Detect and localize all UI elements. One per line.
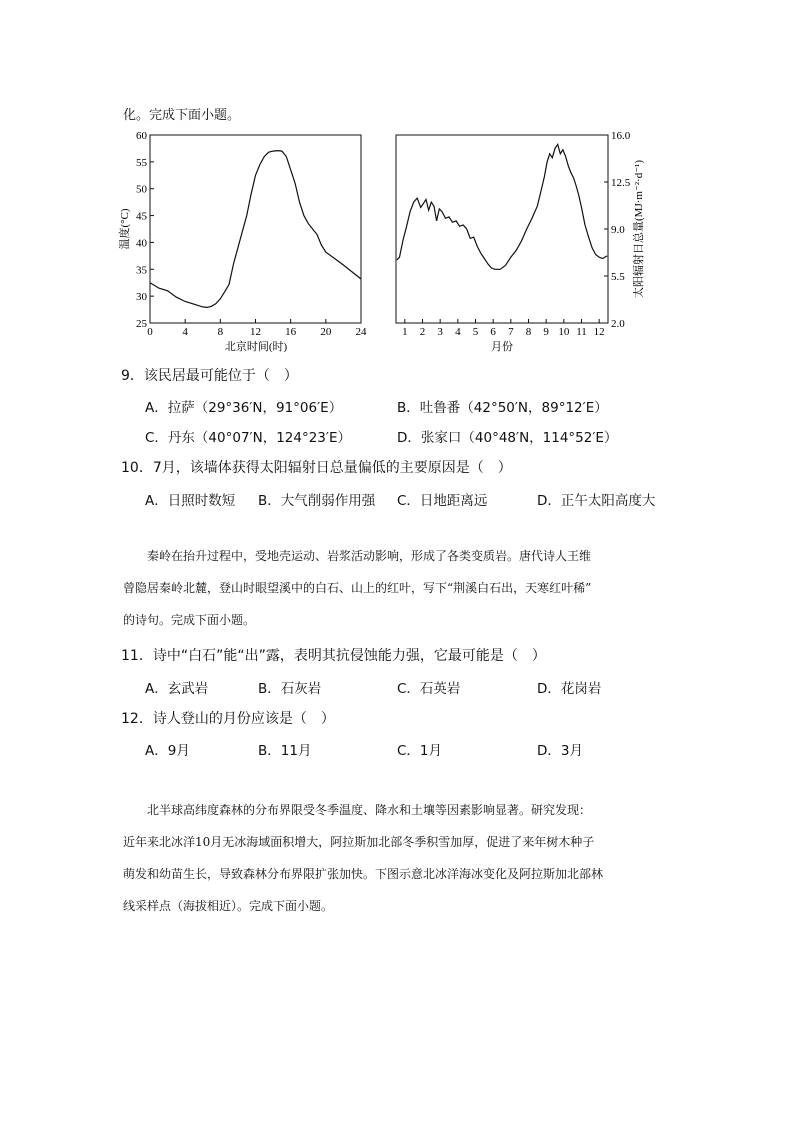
q9-option-c[interactable]: C．丹东（40°07′N，124°23′E） xyxy=(145,430,351,446)
q12-option-b[interactable]: B．11月 xyxy=(258,743,312,759)
y-tick-label: 60 xyxy=(136,130,147,142)
question-9: 9．该民居最可能位于（ ） xyxy=(121,368,298,384)
x-tick-label: 6 xyxy=(490,326,496,338)
passage-qinling-line: 秦岭在抬升过程中，受地壳运动、岩浆活动影响，形成了各类变质岩。唐代诗人王维 xyxy=(147,549,592,563)
y-tick-label: 30 xyxy=(136,291,147,304)
passage-qinling-line: 曾隐居秦岭北麓，登山时眼望溪中的白石、山上的红叶，写下“荆溪白石出，天寒红叶稀” xyxy=(123,581,592,595)
y-tick-label: 9.0 xyxy=(611,224,625,236)
q12-option-c[interactable]: C．1月 xyxy=(397,743,443,759)
x-tick-label: 2 xyxy=(419,326,426,338)
x-tick-label: 16 xyxy=(285,326,297,338)
x-tick-label: 5 xyxy=(472,326,479,338)
y-tick-label: 45 xyxy=(136,210,147,223)
y-tick-label: 35 xyxy=(136,264,147,277)
x-tick-label: 24 xyxy=(355,326,367,338)
x-tick-label: 12 xyxy=(593,326,605,338)
q10-option-c[interactable]: C．日地距离远 xyxy=(397,493,488,509)
x-tick-label: 8 xyxy=(525,326,532,338)
q12-option-d[interactable]: D．3月 xyxy=(537,743,583,759)
q11-option-b[interactable]: B．石灰岩 xyxy=(258,681,322,697)
passage-arctic-line: 近年来北冰洋10月无冰海域面积增大，阿拉斯加北部冬季积雪加厚，促进了来年树木种子 xyxy=(123,835,595,849)
q10-option-d[interactable]: D．正午太阳高度大 xyxy=(537,493,656,509)
x-tick-label: 10 xyxy=(558,326,570,338)
q10-option-b[interactable]: B．大气削弱作用强 xyxy=(258,493,376,509)
chart-temperature xyxy=(110,128,372,356)
q9-option-d[interactable]: D．张家口（40°48′N，114°52′E） xyxy=(397,430,618,446)
radiation-ylabel: 太阳辐射日总量(MJ·m⁻²·d⁻¹) xyxy=(633,160,645,298)
passage-arctic-line: 北半球高纬度森林的分布界限受冬季温度、降水和土壤等因素影响显著。研究发现： xyxy=(147,803,592,817)
x-tick-label: 3 xyxy=(437,326,443,338)
x-tick-label: 1 xyxy=(402,326,408,338)
x-tick-label: 12 xyxy=(250,326,261,338)
question-12: 12．诗人登山的月份应该是（ ） xyxy=(121,711,335,727)
passage-arctic-line: 线采样点（海拔相近）。完成下面小题。 xyxy=(123,899,334,913)
y-tick-label: 25 xyxy=(136,318,147,330)
x-tick-label: 0 xyxy=(147,326,153,338)
x-tick-label: 9 xyxy=(543,326,549,338)
passage-arctic-line: 萌发和幼苗生长，导致森林分布界限扩张加快。下图示意北冰洋海冰变化及阿拉斯加北部林 xyxy=(123,867,604,881)
question-11: 11．诗中“白石”能“出”露，表明其抗侵蚀能力强，它最可能是（ ） xyxy=(121,648,546,664)
x-tick-label: 4 xyxy=(182,326,188,338)
chart-radiation xyxy=(386,128,656,356)
q9-option-b[interactable]: B．吐鲁番（42°50′N，89°12′E） xyxy=(397,400,608,416)
x-tick-label: 11 xyxy=(576,326,587,338)
passage-qinling xyxy=(123,540,683,636)
intro-tail: 化。完成下面小题。 xyxy=(123,108,241,123)
q9-option-a[interactable]: A．拉萨（29°36′N，91°06′E） xyxy=(145,400,343,416)
temp-xlabel: 北京时间(时) xyxy=(224,341,288,353)
y-tick-label: 40 xyxy=(136,237,147,250)
temp-ylabel: 温度(°C) xyxy=(119,208,131,250)
x-tick-label: 20 xyxy=(320,326,332,338)
y-tick-label: 16.0 xyxy=(611,130,631,142)
radiation-xlabel: 月份 xyxy=(491,341,513,353)
x-tick-label: 7 xyxy=(508,326,514,338)
x-tick-label: 4 xyxy=(455,326,461,338)
y-tick-label: 50 xyxy=(136,183,147,196)
q11-option-d[interactable]: D．花岗岩 xyxy=(537,681,602,697)
passage-qinling-line: 的诗句。完成下面小题。 xyxy=(123,613,256,627)
q11-option-a[interactable]: A．玄武岩 xyxy=(145,681,209,697)
q12-option-a[interactable]: A．9月 xyxy=(145,743,190,759)
y-tick-label: 55 xyxy=(136,156,147,169)
q11-option-c[interactable]: C．石英岩 xyxy=(397,681,461,697)
x-tick-label: 8 xyxy=(217,326,224,338)
passage-arctic xyxy=(123,794,683,922)
y-tick-label: 5.5 xyxy=(611,271,625,283)
question-10: 10．7月，该墙体获得太阳辐射日总量偏低的主要原因是（ ） xyxy=(121,460,512,476)
y-tick-label: 12.5 xyxy=(611,177,631,189)
y-tick-label: 2.0 xyxy=(611,318,625,330)
q10-option-a[interactable]: A．日照时数短 xyxy=(145,493,236,509)
